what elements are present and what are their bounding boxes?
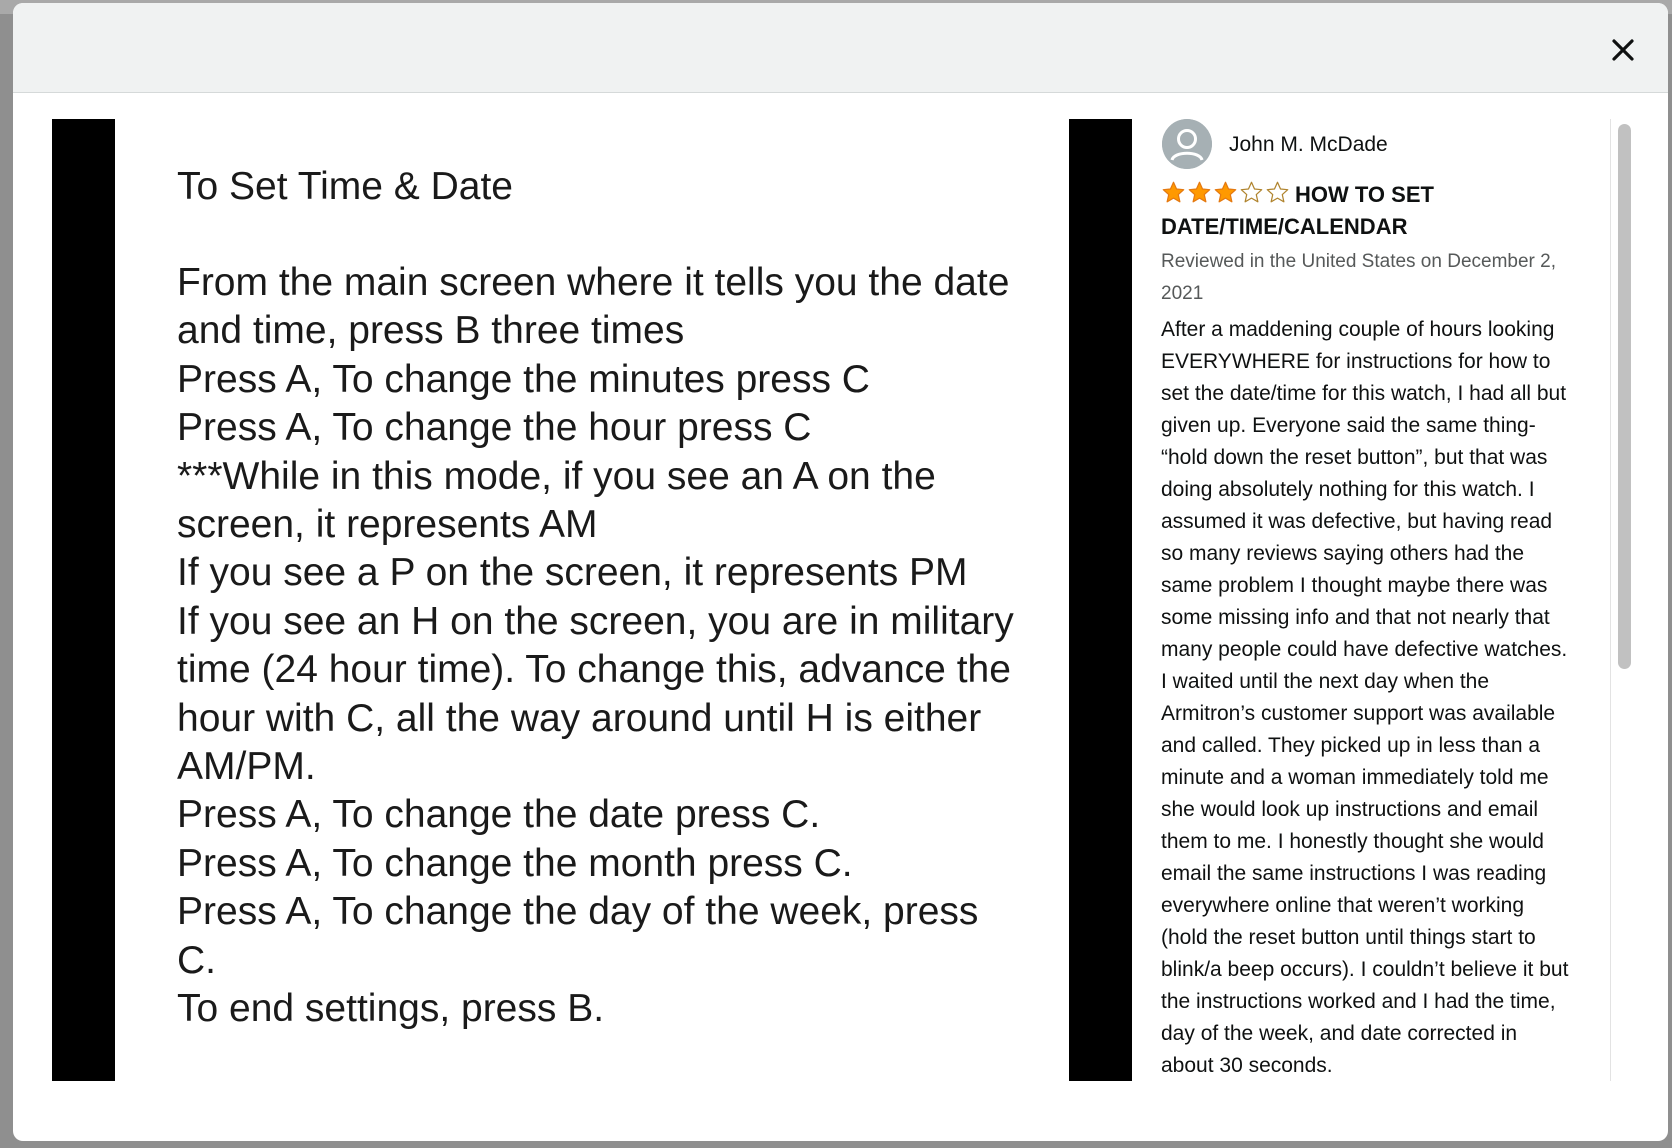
close-icon xyxy=(1606,33,1640,67)
image-text-line: Press A, To change the day of the week, press xyxy=(177,890,979,934)
review-title: HOW TO SET DATE/TIME/CALENDAR xyxy=(1161,182,1434,239)
review-scrollbar[interactable] xyxy=(1610,119,1633,1081)
review-body-line: Armitron’s customer support was available xyxy=(1161,702,1556,725)
review-body-line: some missing info and that not nearly that xyxy=(1161,606,1550,629)
image-text-line: To end settings, press B. xyxy=(177,987,605,1031)
review-body-line: I waited until the next day when the xyxy=(1161,670,1490,693)
review-body xyxy=(1161,314,1606,1081)
review-body-line: doing absolutely nothing for this watch. I xyxy=(1161,478,1535,501)
review-image xyxy=(115,119,1069,1081)
review-body-line: them to me. I honestly thought she would xyxy=(1161,830,1544,853)
image-text-line: ***While in this mode, if you see an A on the xyxy=(177,454,936,498)
close-button[interactable] xyxy=(1606,33,1640,67)
image-text-line: Press A, To change the minutes press C xyxy=(177,357,870,401)
scrollbar-thumb[interactable] xyxy=(1618,124,1631,669)
review-body-line: about 30 seconds. xyxy=(1161,1054,1333,1077)
review-body-line: “hold down the reset button”, but that was xyxy=(1161,446,1548,469)
review-body-line: so many reviews saying others had the xyxy=(1161,542,1525,565)
image-text-line: C. xyxy=(177,938,216,982)
review-body-line: (hold the reset button until things start to xyxy=(1161,926,1536,949)
image-instructions xyxy=(177,259,1057,1034)
image-text-line: Press A, To change the hour press C xyxy=(177,406,812,450)
review-body-line: email the same instructions I was reading xyxy=(1161,862,1547,885)
review-image-frame xyxy=(52,119,1132,1081)
review-date: Reviewed in the United States on December 2, 2021 xyxy=(1161,251,1556,304)
review-body-line: set the date/time for this watch, I had all but xyxy=(1161,382,1567,405)
review-body-line: many people could have defective watches. xyxy=(1161,638,1568,661)
review-image-modal xyxy=(13,3,1668,1141)
review-body-line: EVERYWHERE for instructions for how to xyxy=(1161,350,1551,373)
review-body-line: and called. They picked up in less than a xyxy=(1161,734,1541,757)
default-user-icon xyxy=(1162,119,1212,169)
review-panel xyxy=(1161,119,1616,1081)
review-body-line: given up. Everyone said the same thing- xyxy=(1161,414,1536,437)
review-body-line: everywhere online that weren’t working xyxy=(1161,894,1525,917)
image-text-line: screen, it represents AM xyxy=(177,503,598,547)
review-body-line: same problem I thought maybe there was xyxy=(1161,574,1548,597)
image-text-line: hour with C, all the way around until H is either xyxy=(177,696,982,740)
review-body-line: assumed it was defective, but having read xyxy=(1161,510,1553,533)
image-text-line: If you see a P on the screen, it represents PM xyxy=(177,551,968,595)
image-text-line: and time, press B three times xyxy=(177,309,685,353)
reviewer-name[interactable]: John M. McDade xyxy=(1229,133,1388,156)
image-text-line: Press A, To change the date press C. xyxy=(177,793,821,837)
review-body-line: the instructions worked and I had the time, xyxy=(1161,990,1556,1013)
image-text-line: time (24 hour time). To change this, advance the xyxy=(177,648,1011,692)
avatar[interactable] xyxy=(1162,119,1212,169)
review-body-line: After a maddening couple of hours looking xyxy=(1161,318,1555,341)
review-body-line: day of the week, and date corrected in xyxy=(1161,1022,1518,1045)
image-title: To Set Time & Date xyxy=(177,165,513,208)
image-text-line: AM/PM. xyxy=(177,745,316,789)
image-text-line: From the main screen where it tells you the date xyxy=(177,261,1010,304)
image-text-line: If you see an H on the screen, you are in military xyxy=(177,599,1014,643)
review-body-line: she would look up instructions and email xyxy=(1161,798,1539,821)
review-body-line: minute and a woman immediately told me xyxy=(1161,766,1549,789)
review-body-line: blink/a beep occurs). I couldn’t believe it but xyxy=(1161,958,1569,981)
image-text-line: Press A, To change the month press C. xyxy=(177,841,853,885)
modal-header xyxy=(13,3,1668,93)
